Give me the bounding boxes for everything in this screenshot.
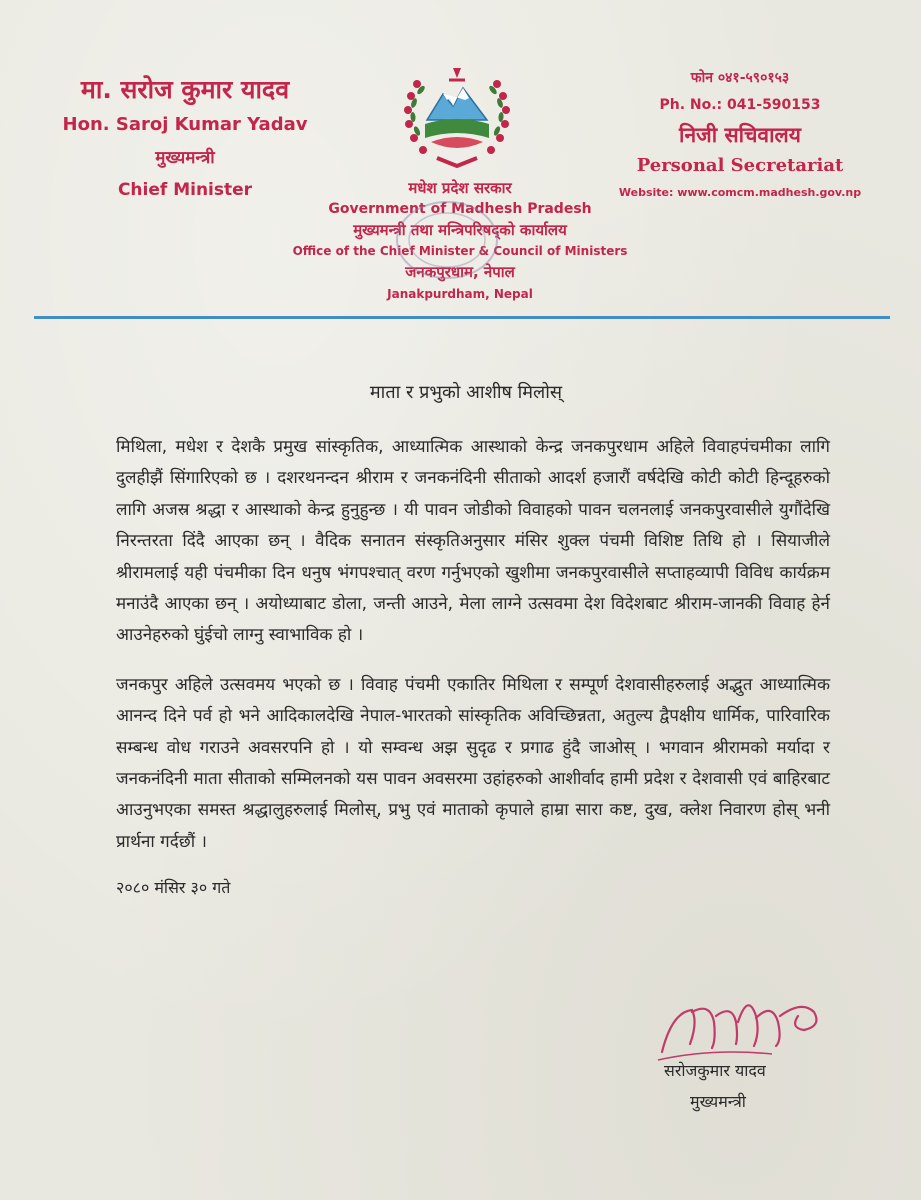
letter-greeting: माता र प्रभुको आशीष मिलोस् bbox=[369, 382, 563, 403]
letterhead-divider bbox=[34, 316, 890, 319]
government-name-np: मधेश प्रदेश सरकार bbox=[408, 179, 512, 197]
phone-np: फोन ०४१-५९०१५३ bbox=[690, 70, 790, 86]
office-name-en: Office of the Chief Minister & Council of Ministers bbox=[292, 244, 628, 258]
chief-minister-title-np: मुख्यमन्त्री bbox=[155, 148, 215, 168]
city-name-np: जनकपुरधाम, नेपाल bbox=[405, 263, 515, 281]
website: Website: www.comcm.madhesh.gov.np bbox=[618, 186, 862, 199]
letter-body bbox=[116, 380, 830, 898]
letterhead-right bbox=[600, 68, 880, 199]
city-name-en: Janakpurdham, Nepal bbox=[387, 287, 533, 301]
office-stamp-icon bbox=[392, 198, 502, 282]
chief-minister-title-en: Chief Minister bbox=[117, 180, 253, 200]
chief-minister-name-np: मा. सरोज कुमार यादव bbox=[80, 75, 290, 104]
government-name-en: Government of Madhesh Pradesh bbox=[328, 201, 592, 217]
signatory-name: सरोजकुमार यादव bbox=[664, 1061, 766, 1080]
provincial-emblem-icon bbox=[397, 62, 517, 174]
secretariat-name-en: Personal Secretariat bbox=[636, 155, 844, 176]
secretariat-name-np: निजी सचिवालय bbox=[679, 123, 801, 147]
signatory-title: मुख्यमन्त्री bbox=[690, 1092, 746, 1111]
letter-paragraph-1: मिथिला, मधेश र देशकै प्रमुख सांस्कृतिक, आध्यात्मिक आस्थाको केन्द्र जनकपुरधाम अहिले विवाहपंचमीका लागि दुलहीझैं सिंगारिएको छ । दशरथनन्दन श्रीराम र जनकनंदिनी सीताको आदर्श हजारौं वर्षदेखि कोटी कोटी हिन्दूहरुको लागि अजस्र श्रद्धा र आस्थाको केन्द्र हुनुहुन्छ । यी पावन जोडीको विवाहको पावन चलनलाई जनकपुरवासीले युगौंदेखि निरन्तरता दिंदै आएका छन् । वैदिक सनातन संस्कृतिअनुसार मंसिर शुक्ल पंचमी विशिष्ट तिथि हो । सियाजीले श्रीरामलाई यही पंचमीका दिन धनुष भंगपश्चात् वरण गर्नुभएको खुशीमा जनकपुरवासीले सप्ताहव्यापी विविध कार्यक्रम मनाउंदै आएका छन् । अयोध्याबाट डोला, जन्ती आउने, मेला लाग्ने उत्सवमा देश विदेशबाट श्रीराम-जानकी विवाह हेर्न आउनेहरुको घुंईचो लाग्नु स्वाभाविक हो । bbox=[116, 437, 830, 646]
handwritten-signature-icon bbox=[652, 982, 832, 1068]
chief-minister-name-en: Hon. Saroj Kumar Yadav bbox=[62, 114, 308, 135]
office-name-np: मुख्यमन्त्री तथा मन्त्रिपरिषद्को कार्यालय bbox=[353, 221, 567, 239]
letter-paragraph-2: जनकपुर अहिले उत्सवमय भएको छ । विवाह पंचमी एकातिर मिथिला र सम्पूर्ण देशवासीहरुलाई अद्भुत आध्यात्मिक आनन्द दिने पर्व हो भने आदिकालदेखि नेपाल-भारतको सांस्कृतिक अविच्छिन्नता, अतुल्य द्वैपक्षीय धार्मिक, पारिवारिक सम्बन्ध वोध गराउने अवसरपनि हो । यो सम्वन्ध अझ सुदृढ र प्रगाढ हुंदै जाओस् । भगवान श्रीरामको मर्यादा र जनकनंदिनी माता सीताको सम्मिलनको यस पावन अवसरमा उहांहरुको आशीर्वाद हामी प्रदेश र देशवासी एवं बाहिरबाट आउनुभएका समस्त श्रद्धालुहरुलाई मिलोस्, प्रभु एवं माताको कृपाले हाम्रा सारा कष्ट, दुख, क्लेश निवारण होस् भनी प्रार्थना गर्दछौं । bbox=[116, 674, 830, 852]
letter-date: २०८० मंसिर ३० गते bbox=[116, 878, 231, 898]
phone-en: Ph. No.: 041-590153 bbox=[659, 97, 821, 113]
